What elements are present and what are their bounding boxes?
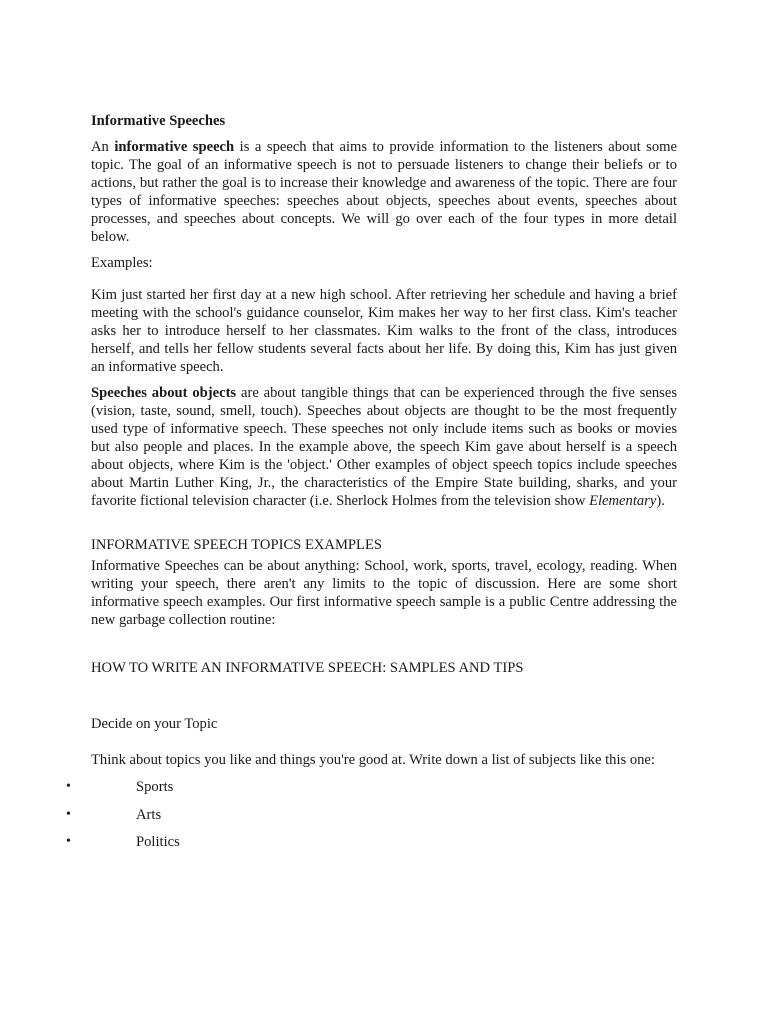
intro-lead: An: [91, 139, 115, 155]
list-item-label: Politics: [136, 834, 180, 850]
objects-term: Speeches about objects: [91, 385, 237, 401]
examples-label: Examples:: [91, 255, 153, 271]
intro-paragraph: [91, 138, 677, 246]
list-item: [66, 806, 677, 834]
objects-paragraph: [91, 384, 677, 510]
list-item: [66, 778, 677, 806]
intro-term: informative speech: [114, 139, 235, 155]
list-item-label: Sports: [136, 779, 174, 795]
objects-show-title: Elementary: [589, 493, 657, 509]
objects-rest: are about tangible things that can be experienced through the five senses (vision, taste, sound, smell, touch). Speeches about objects are thought to be the most frequently used type of informative speech. These speeches not only include items such as books or movies but also people and places. In the example above, the speech Kim gave about herself is a speech about objects, where Kim is the 'object.' Other examples of object speech topics include speeches about Martin Luther King, Jr., the characteristics of the Empire State building, sharks, and your favorite fictional television character (i.e. Sherlock Holmes from the television show: [91, 385, 677, 509]
topic-list: [66, 778, 677, 861]
intro-rest: is a speech that aims to provide information to the listeners about some topic. The goal of an informative speech is not to persuade listeners to change their beliefs or to actions, but rather the goal is to increase their knowledge and awareness of the topic. There are four types of informative speeches: speeches about objects, speeches about events, speeches about processes, and speeches about concepts. We will go over each of the four types in more detail below.: [91, 139, 677, 245]
topics-paragraph: Informative Speeches can be about anything: School, work, sports, travel, ecology, reading. When writing your speech, there aren't any limits to the topic of discussion. Here are some short informative speech examples. Our first informative speech sample is a public Centre addressing the new garbage collection routine:: [91, 558, 677, 628]
list-item-label: Arts: [136, 806, 162, 823]
list-item: [66, 833, 677, 861]
bullet-icon: •: [66, 806, 71, 822]
decide-heading: Decide on your Topic: [91, 716, 218, 732]
bullet-icon: •: [66, 779, 71, 794]
document-title: Informative Speeches: [91, 113, 226, 129]
kim-paragraph: Kim just started her first day at a new high school. After retrieving her schedule and having a brief meeting with the school's guidance counselor, Kim makes her way to her first class. Kim's teacher asks her to introduce herself to her classmates. Kim walks to the front of the class, introduces herself, and tells her fellow students several facts about her life. By doing this, Kim has just given an informative speech.: [91, 287, 677, 375]
howto-heading: HOW TO WRITE AN INFORMATIVE SPEECH: SAMPLES AND TIPS: [91, 660, 524, 676]
topics-heading: INFORMATIVE SPEECH TOPICS EXAMPLES: [91, 537, 382, 553]
bullet-icon: •: [66, 834, 71, 849]
objects-end: ).: [656, 493, 665, 509]
think-paragraph: Think about topics you like and things you're good at. Write down a list of subjects like this one:: [91, 752, 655, 768]
document-body: [66, 112, 677, 861]
